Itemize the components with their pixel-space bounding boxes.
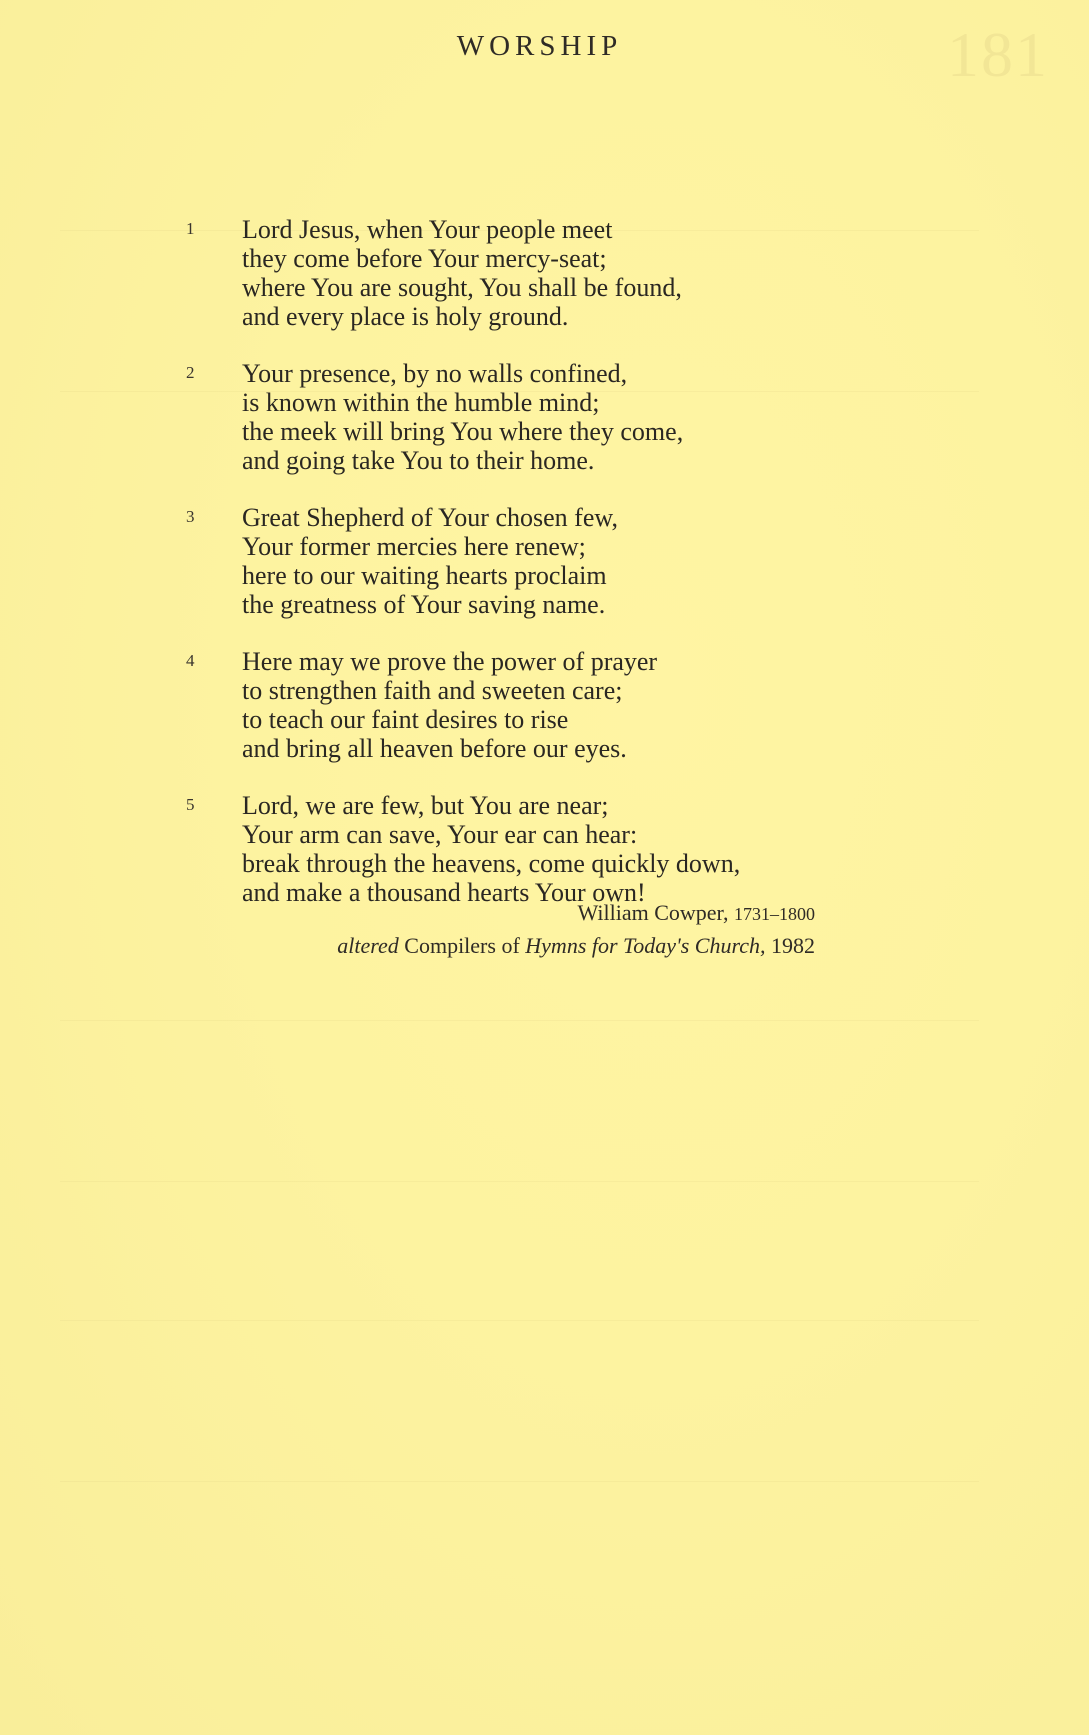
verse-number: 2: [186, 363, 195, 382]
compilers-label: Compilers of: [404, 933, 520, 958]
verse-line: Your arm can save, Your ear can hear:: [242, 820, 638, 849]
verse-number: 1: [186, 219, 195, 238]
verse-line: to teach our faint desires to rise: [242, 705, 569, 734]
verse: [186, 215, 886, 331]
verse-line: here to our waiting hearts proclaim: [242, 561, 607, 590]
book-year: 1982: [771, 933, 815, 958]
verse-number: 5: [186, 795, 195, 814]
verse: [186, 359, 886, 475]
verse: [186, 647, 886, 763]
verse-lines: [242, 647, 886, 763]
verse-line: Your former mercies here renew;: [242, 532, 586, 561]
verse-line: Great Shepherd of Your chosen few,: [242, 503, 618, 532]
verse-line: Lord Jesus, when Your people meet: [242, 215, 613, 244]
author-credit: [337, 897, 815, 930]
verse-line: and make a thousand hearts Your own!: [242, 878, 646, 907]
verse-line: and going take You to their home.: [242, 446, 595, 475]
verse-lines: [242, 215, 886, 331]
verse-line: is known within the humble mind;: [242, 388, 600, 417]
verse-line: Lord, we are few, but You are near;: [242, 791, 609, 820]
altered-label: altered: [337, 933, 399, 958]
author-years: 1731–1800: [734, 904, 815, 924]
bleed-through-page-number: 181: [947, 19, 1049, 90]
verse-line: break through the heavens, come quickly down,: [242, 849, 741, 878]
hymn-verses: [186, 215, 886, 935]
bleed-through-staff: [60, 1020, 979, 1182]
verse-lines: [242, 503, 886, 619]
alteration-credit: [337, 930, 815, 962]
verse-lines: [242, 359, 886, 475]
verse-line: Here may we prove the power of prayer: [242, 647, 658, 676]
author-name: William Cowper,: [577, 900, 729, 925]
verse-line: and bring all heaven before our eyes.: [242, 734, 627, 763]
book-title: Hymns for Today's Church,: [525, 933, 766, 958]
verse-line: and every place is holy ground.: [242, 302, 569, 331]
verse-line: Your presence, by no walls confined,: [242, 359, 628, 388]
verse-line: the greatness of Your saving name.: [242, 590, 606, 619]
attribution: [337, 897, 815, 962]
verse-number: 3: [186, 507, 195, 526]
verse-number: 4: [186, 651, 195, 670]
page-header: [0, 30, 1089, 63]
bleed-through-staff: [60, 1320, 979, 1482]
section-title: WORSHIP: [456, 30, 623, 62]
verse-lines: [242, 791, 886, 907]
verse-line: where You are sought, You shall be found,: [242, 273, 682, 302]
verse-line: the meek will bring You where they come,: [242, 417, 684, 446]
verse: [186, 791, 886, 907]
verse: [186, 503, 886, 619]
verse-line: to strengthen faith and sweeten care;: [242, 676, 623, 705]
verse-line: they come before Your mercy-seat;: [242, 244, 607, 273]
